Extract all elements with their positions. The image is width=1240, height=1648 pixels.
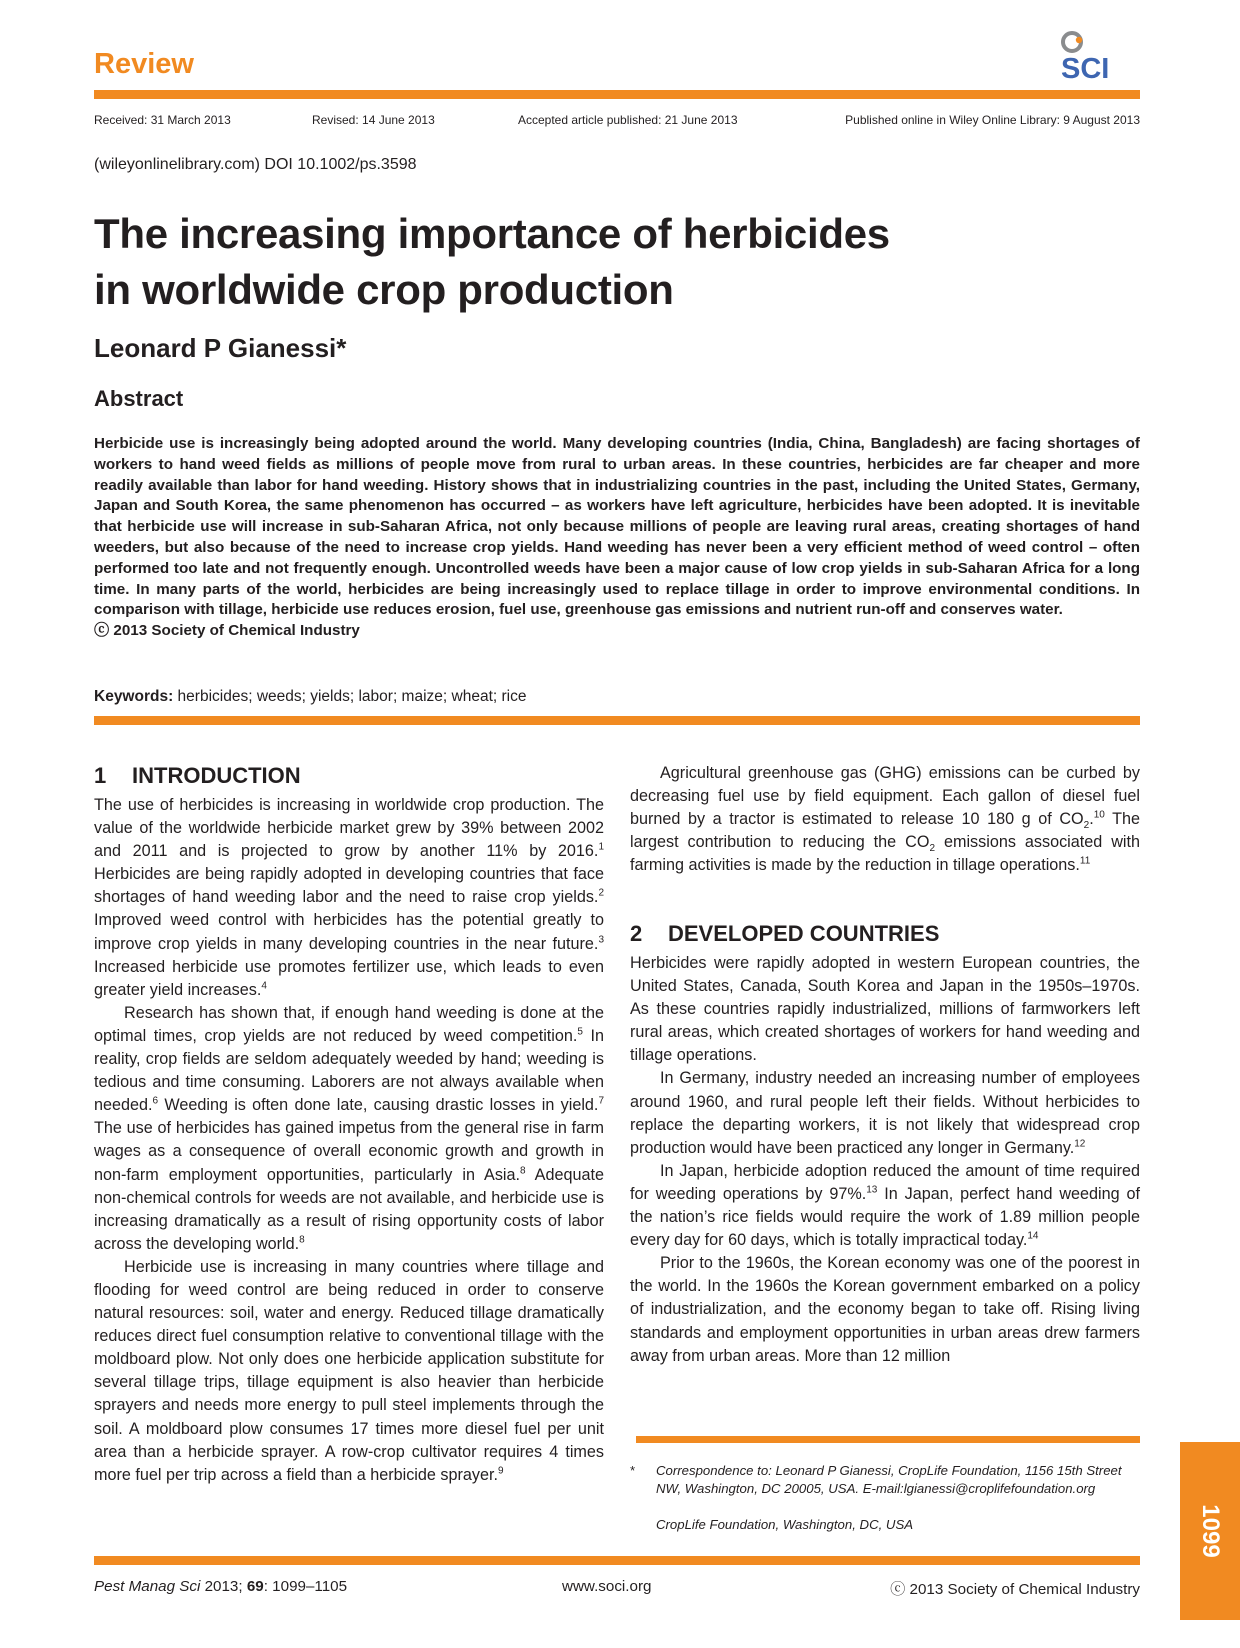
intro-paragraph-1	[94, 794, 604, 1002]
abstract-heading: Abstract	[94, 386, 184, 411]
article-title	[94, 206, 1134, 318]
correspondence-footnote	[630, 1462, 1140, 1534]
citation-pages: : 1099–1105	[263, 1578, 348, 1595]
citation	[94, 1578, 347, 1595]
co2-subscript-2: 2	[929, 843, 935, 855]
ghg-text-3: The largest contribution to reducing the CO	[630, 810, 1140, 852]
reference-6: 6	[152, 1095, 159, 1107]
doi: (wileyonlinelibrary.com) DOI 10.1002/ps.3598	[94, 156, 417, 173]
right-column-section-2	[630, 920, 1140, 1368]
reference-11: 11	[1079, 855, 1091, 867]
reference-2: 2	[598, 887, 604, 899]
developed-p2-text-1: In Germany, industry needed an increasing number of employees around 1960, and rural people left their fields. Without herbicides to replace the departing workers, it is not likely that widespread crop production would have been practiced any longer in Germany.	[630, 1069, 1140, 1157]
page-number: 1099	[1197, 1504, 1224, 1558]
logo-text: SCI	[1061, 53, 1110, 84]
abstract-copyright: ⓒ 2013 Society of Chemical Industry	[94, 622, 360, 640]
footnote-marker: *	[630, 1463, 636, 1478]
reference-12: 12	[1074, 1138, 1086, 1150]
reference-1: 1	[598, 841, 604, 853]
ghg-text-2: .	[1089, 810, 1094, 829]
sci-logo	[1056, 28, 1138, 84]
section-1-number: 1	[94, 763, 107, 788]
footer-copyright: ⓒ 2013 Society of Chemical Industry	[890, 1581, 1140, 1598]
intro-p3-text-1: Herbicide use is increasing in many countries where tillage and flooding for weed control are being reduced in order to conserve natural resources: soil, water and energy. Reduced tillage dramatically reduces direct fuel consumption relative to conventional tillage with the moldboard plow. Not only does one herbicide application substitute for several tillage trips, tillage equipment is also heavier than herbicide sprayers and needs more energy to pull steel implements through the soil. A moldboard plow consumes 17 times more diesel fuel per unit area than a herbicide sprayer. A row-crop cultivator requires 4 times more fuel per trip across a field than a herbicide sprayer.	[94, 1257, 604, 1484]
left-column	[94, 762, 604, 1487]
intro-paragraph-2	[94, 1002, 604, 1256]
intro-p1-text-3: Improved weed control with herbicides has the potential greatly to improve crop yields in many developing countries in the near future.	[94, 911, 604, 953]
developed-paragraph-4: Prior to the 1960s, the Korean economy was one of the poorest in the world. In the 1960s the Korean government embarked on a policy of industrialization, and the economy began to take off. Rising living standards and employment opportunities in urban areas drew farmers away from urban areas. More than 12 million	[630, 1254, 1140, 1365]
ghg-text-4: emissions associated with farming activities is made by the reduction in tillage operations.	[630, 833, 1141, 875]
keywords-text: herbicides; weeds; yields; labor; maize; wheat; rice	[173, 688, 527, 705]
developed-p3-text-1: In Japan, herbicide adoption reduced the amount of time required for weeding operations by 97%.	[630, 1161, 1140, 1203]
intro-p1-text-1: The use of herbicides is increasing in worldwide crop production. The value of the worldwide herbicide market grew by 39% between 2002 and 2011 and is projected to grow by another 11% by 2016.	[94, 796, 604, 861]
section-2-heading	[630, 920, 1140, 948]
sci-logo-icon	[1056, 28, 1138, 84]
section-1-heading	[94, 762, 604, 790]
title-line-2: in worldwide crop production	[94, 266, 674, 313]
intro-p2-text-2: In reality, crop fields are seldom adequately weeded by hand; weeding is tedious and time consuming. Laborers are not always available when needed.	[94, 1026, 604, 1115]
footnote-rule	[636, 1436, 1140, 1443]
header-rule	[94, 90, 1140, 99]
co2-subscript-1: 2	[1083, 820, 1090, 832]
developed-paragraph-1: Herbicides were rapidly adopted in western European countries, the United States, Canada, South Korea and Japan in the 1950s–1970s. As these countries rapidly industrialized, millions of farmworkers left rural areas, which created shortages of workers for hand weeding and tillage operations.	[630, 954, 1140, 1065]
published-date: Published online in Wiley Online Library: 9 August 2013	[845, 113, 1140, 127]
section-label: Review	[94, 48, 194, 80]
right-column-top	[630, 762, 1140, 877]
developed-p3-text-2: In Japan, perfect hand weeding of the nation’s rice fields would require the work of 1.89 million people every day for 60 days, which is totally impractical today.	[630, 1184, 1140, 1250]
reference-8b: 8	[299, 1234, 305, 1246]
reference-8: 8	[520, 1165, 526, 1177]
reference-3: 3	[598, 934, 604, 946]
intro-p1-text-4: Increased herbicide use promotes fertilizer use, which leads to even greater yield increases.	[94, 957, 604, 999]
citation-volume: 69	[246, 1578, 264, 1595]
accepted-date: Accepted article published: 21 June 2013	[518, 113, 738, 127]
intro-paragraph-3	[94, 1256, 604, 1487]
author-name: Leonard P Gianessi*	[94, 333, 347, 363]
section-2-title: DEVELOPED COUNTRIES	[668, 921, 940, 946]
page-number-tab	[1180, 1442, 1240, 1620]
reference-7: 7	[598, 1095, 604, 1107]
footer-rule	[94, 1556, 1140, 1565]
citation-year: 2013;	[200, 1578, 247, 1595]
intro-p2-text-4: The use of herbicides has gained impetus from the general rise in farm wages as a consequence of overall economic growth and growth in non-farm employment opportunities, particularly in Asia.	[94, 1119, 604, 1184]
section-2-number: 2	[630, 921, 643, 946]
ghg-text-1: Agricultural greenhouse gas (GHG) emissions can be curbed by decreasing fuel use by field equipment. Each gallon of diesel fuel burned by a tractor is estimated to release 10 180 g of CO	[630, 764, 1140, 829]
reference-13: 13	[866, 1184, 878, 1196]
received-date: Received: 31 March 2013	[94, 113, 231, 127]
abstract-rule	[94, 716, 1140, 725]
affiliation-text: CropLife Foundation, Washington, DC, USA	[656, 1517, 914, 1532]
reference-10: 10	[1093, 809, 1105, 821]
ghg-paragraph	[630, 762, 1140, 877]
reference-5: 5	[577, 1026, 583, 1038]
journal-website: www.soci.org	[562, 1578, 652, 1595]
intro-p1-text-2: Herbicides are being rapidly adopted in developing countries that face shortages of hand weeding labor and the need to raise crop yields.	[94, 865, 604, 907]
developed-paragraph-2	[630, 1067, 1140, 1159]
keywords	[94, 688, 526, 706]
abstract-text	[94, 434, 1140, 642]
reference-14: 14	[1027, 1230, 1039, 1242]
intro-p2-text-1: Research has shown that, if enough hand weeding is done at the optimal times, crop yields are not reduced by weed competition.	[94, 1003, 604, 1045]
reference-4: 4	[261, 980, 267, 992]
revised-date: Revised: 14 June 2013	[312, 113, 435, 127]
keywords-label: Keywords:	[94, 688, 174, 705]
journal-name: Pest Manag Sci	[94, 1578, 201, 1595]
title-line-1: The increasing importance of herbicides	[94, 210, 890, 257]
correspondence-text: Correspondence to: Leonard P Gianessi, CropLife Foundation, 1156 15th Street NW, Washington, DC 20005, USA. E-mail:lgianessi@croplifefoundation.org	[656, 1463, 1122, 1496]
intro-p2-text-5: Adequate non-chemical controls for weeds are not available, and herbicide use is increasing dramatically as a result of rising opportunity costs of labor across the developing world.	[94, 1165, 604, 1253]
section-1-title: INTRODUCTION	[132, 763, 301, 788]
developed-paragraph-3	[630, 1160, 1140, 1252]
intro-p2-text-3: Weeding is often done late, causing drastic losses in yield.	[158, 1096, 599, 1115]
reference-9: 9	[498, 1465, 504, 1477]
abstract-body: Herbicide use is increasingly being adopted around the world. Many developing countries (India, China, Bangladesh) are facing shortages of workers to hand weed fields as millions of people move from rural to urban areas. In these countries, herbicides are far cheaper and more readily available than labor for hand weeding. History shows that in industrializing countries in the past, including the United States, Germany, Japan and South Korea, the same phenomenon has occurred – as workers have left agriculture, herbicides have been adopted. It is inevitable that herbicide use will increase in sub-Saharan Africa, not only because millions of people are leaving rural areas, creating shortages of hand weeders, but also because of the need to increase crop yields. Hand weeding has never been a very efficient method of weed control – often performed too late and not frequently enough. Uncontrolled weeds have been a major cause of low crop yields in sub-Saharan Africa for a long time. In many parts of the world, herbicides are being increasingly used to replace tillage in order to improve environmental conditions. In comparison with tillage, herbicide use reduces erosion, fuel use, greenhouse gas emissions and nutrient run-off and conserves water.	[94, 435, 1140, 619]
